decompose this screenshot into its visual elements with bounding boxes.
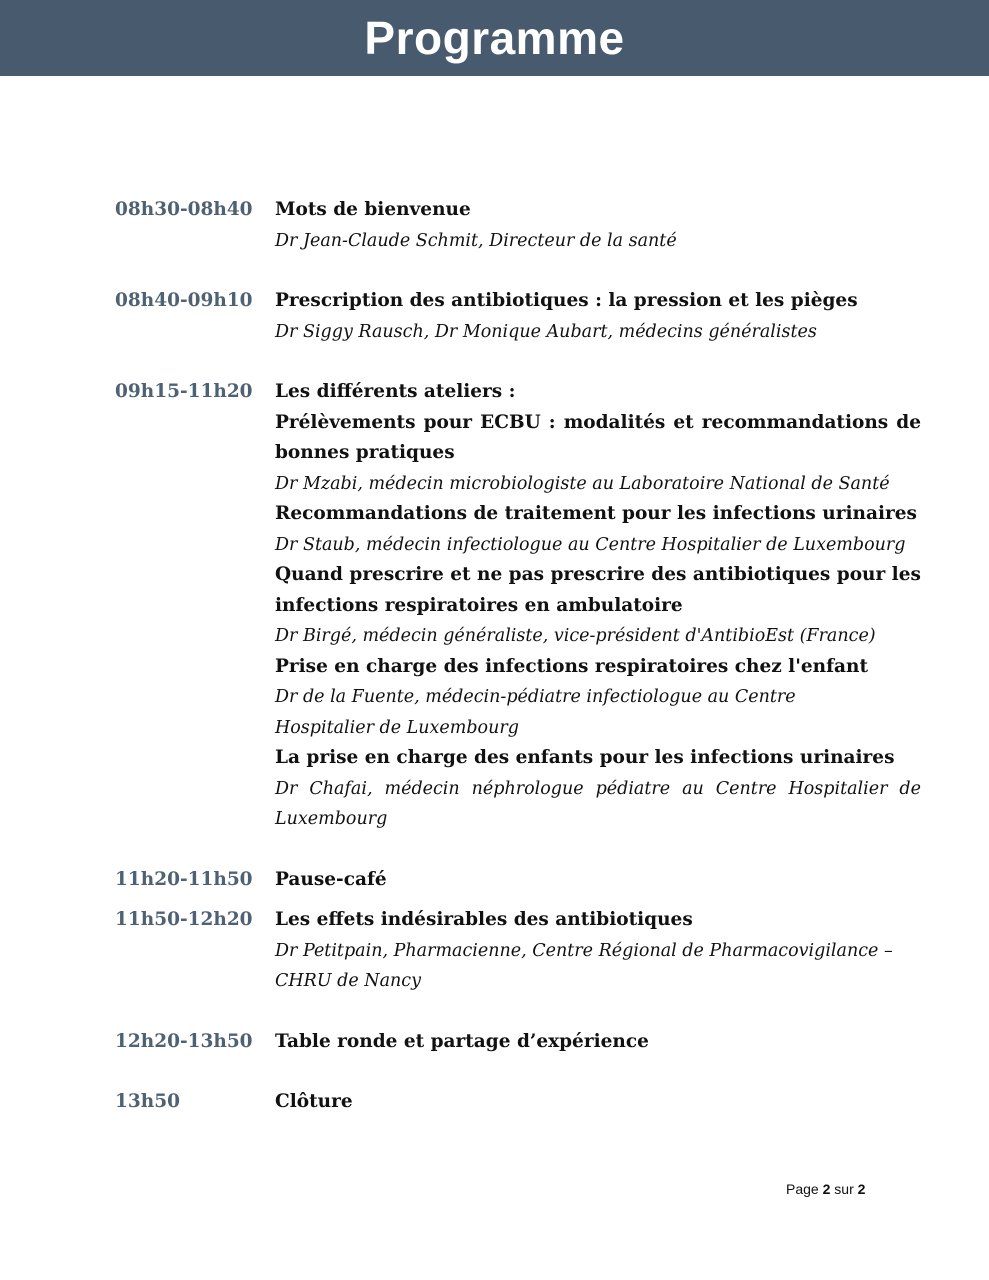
workshop-title: Prise en charge des infections respiratoires chez l'enfant — [275, 655, 869, 677]
schedule-item — [115, 377, 921, 835]
schedule-time: 11h50-12h20 — [115, 909, 253, 930]
schedule-item — [115, 286, 921, 347]
workshop-speaker: Dr de la Fuente, médecin-pédiatre infectiologue au Centre Hospitalier de Luxembourg — [275, 687, 796, 738]
session-title: Les effets indésirables des antibiotiques — [275, 909, 693, 930]
page-total: 2 — [857, 1181, 866, 1197]
schedule-item — [115, 905, 921, 997]
of-word: sur — [834, 1181, 854, 1197]
page-word: Page — [786, 1181, 819, 1197]
schedule-time: 11h20-11h50 — [115, 868, 253, 890]
schedule-time: 13h50 — [115, 1091, 180, 1112]
session-title: Mots de bienvenue — [275, 199, 471, 220]
workshop-speaker: Dr Chafai, médecin néphrologue pédiatre au Centre Hospitalier de Luxembourg — [275, 778, 921, 829]
schedule-time: 08h30-08h40 — [115, 199, 253, 220]
session-speaker: Dr Siggy Rausch, Dr Monique Aubart, médecins généralistes — [275, 321, 817, 342]
workshop-title: Recommandations de traitement pour les infections urinaires — [275, 503, 917, 524]
schedule-time: 12h20-13h50 — [115, 1030, 253, 1052]
schedule-item — [115, 195, 921, 256]
session-speaker: Dr Petitpain, Pharmacienne, Centre Régional de Pharmacovigilance – CHRU de Nancy — [275, 940, 893, 991]
schedule-item — [115, 865, 921, 896]
session-title: Prescription des antibiotiques : la pression et les pièges — [275, 290, 858, 311]
header-banner — [0, 0, 989, 76]
page-title: Programme — [364, 12, 625, 64]
programme-schedule — [115, 195, 921, 1118]
workshop-title: Prélèvements pour ECBU : modalités et recommandations de bonnes pratiques — [275, 411, 921, 463]
session-speaker: Dr Jean-Claude Schmit, Directeur de la santé — [275, 230, 677, 251]
session-title: Table ronde et partage d’expérience — [275, 1030, 649, 1052]
schedule-time: 09h15-11h20 — [115, 381, 253, 402]
workshop-title: La prise en charge des enfants pour les infections urinaires — [275, 747, 895, 768]
workshop-speaker: Dr Staub, médecin infectiologue au Centre Hospitalier de Luxembourg — [275, 534, 906, 555]
page-current: 2 — [822, 1181, 831, 1197]
session-title: Pause-café — [275, 868, 387, 890]
session-title: Les différents ateliers : — [275, 381, 516, 402]
schedule-time: 08h40-09h10 — [115, 290, 253, 311]
session-title: Clôture — [275, 1091, 353, 1112]
schedule-item — [115, 1027, 921, 1058]
schedule-item — [115, 1087, 921, 1118]
workshop-speaker: Dr Birgé, médecin généraliste, vice-président d'AntibioEst (France) — [275, 626, 876, 646]
workshop-speaker: Dr Mzabi, médecin microbiologiste au Laboratoire National de Santé — [275, 473, 890, 494]
workshop-title: Quand prescrire et ne pas prescrire des antibiotiques pour les infections respiratoires en ambulatoire — [275, 564, 921, 616]
page-number — [786, 1181, 865, 1197]
